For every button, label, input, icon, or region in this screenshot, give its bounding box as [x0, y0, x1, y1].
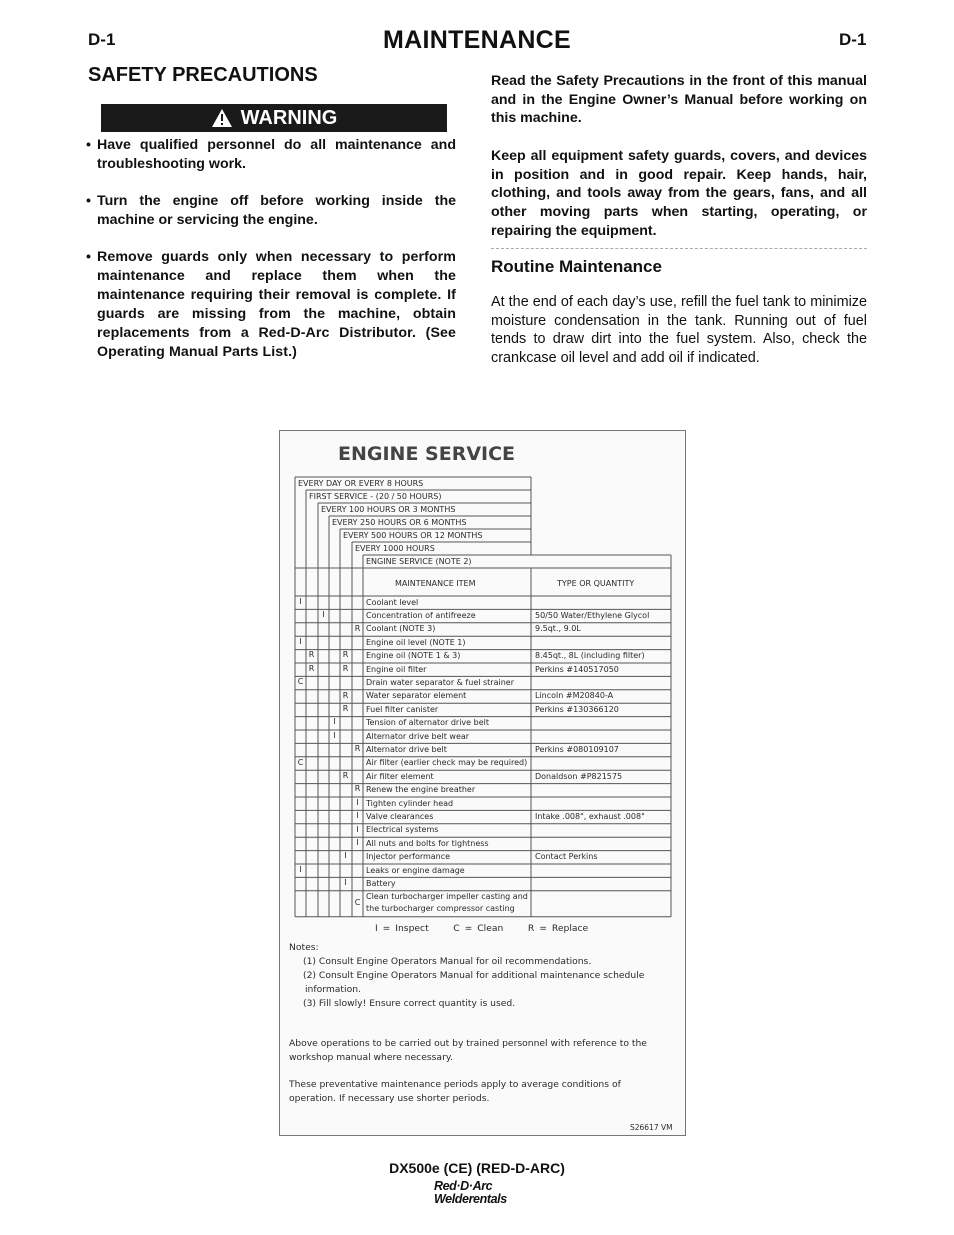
guards-paragraph: Keep all equipment safety guards, covers, and devices in position and in good repair. Keep hands, hair, clothing, and tools away from the gears, fans, and all other moving parts when starting, operating, or repairing the equipment. [491, 148, 867, 239]
warning-triangle-icon [211, 108, 233, 128]
maintenance-item: Valve clearances [366, 811, 434, 821]
interval-mark: I [299, 864, 302, 874]
interval-mark: I [356, 811, 359, 821]
footer-model: DX500e (CE) (RED-D-ARC) [389, 1160, 565, 1176]
red-d-arc-logo [434, 1180, 507, 1205]
interval-header: ENGINE SERVICE (NOTE 2) [366, 557, 472, 566]
interval-mark: I [299, 636, 302, 646]
interval-mark: R [354, 623, 361, 633]
divider [491, 248, 867, 249]
maintenance-item: All nuts and bolts for tightness [366, 838, 489, 848]
interval-mark: I [333, 717, 336, 727]
bullet-item: • Remove guards only when necessary to perform maintenance and replace them when the maintenance requiring their removal is complete. If guards are missing from the machine, obtain replacements from a Red-D-Arc Distributor. (See Operating Manual Parts List.) [86, 249, 456, 360]
interval-header: EVERY 250 HOURS OR 6 MONTHS [332, 518, 467, 527]
interval-mark: C [354, 897, 361, 907]
interval-mark: R [342, 650, 349, 660]
maintenance-item: Fuel filter canister [366, 704, 439, 714]
routine-maintenance-text: At the end of each day’s use, refill the fuel tank to minimize moisture condensation in the tank. Running out of fuel tends to draw dirt into the fuel system. Also, check the crankcase oil level and add oil if indicated. [491, 294, 867, 367]
maintenance-item: Renew the engine breather [366, 785, 476, 795]
interval-mark: R [308, 650, 315, 660]
bullet-item: • Have qualified personnel do all maintenance and troubleshooting work. [86, 137, 456, 172]
column-header-item: MAINTENANCE ITEM [395, 579, 476, 588]
interval-mark: R [354, 744, 361, 754]
type-or-quantity: 8.45qt., 8L (including filter) [535, 651, 645, 661]
interval-mark: R [308, 663, 315, 673]
interval-mark: I [333, 730, 336, 740]
safety-bullets [86, 136, 456, 380]
maintenance-item: Leaks or engine damage [366, 865, 465, 875]
bullet-text: Have qualified personnel do all maintenance and troubleshooting work. [97, 137, 456, 172]
type-or-quantity: Lincoln #M20840-A [535, 691, 614, 701]
interval-mark: I [356, 837, 359, 847]
label-code: S26617 VM [630, 1123, 673, 1132]
engine-service-label [279, 430, 686, 1136]
interval-mark: I [344, 878, 347, 888]
operations-text-2: workshop manual where necessary. [289, 1052, 453, 1063]
page-code-left: D-1 [88, 30, 116, 49]
periods-text-1: These preventative maintenance periods apply to average conditions of [289, 1079, 621, 1090]
maintenance-item: Tighten cylinder head [366, 798, 454, 808]
logo-line-2: Welderentals [434, 1191, 507, 1206]
interval-mark: I [299, 596, 302, 606]
maintenance-item: Alternator drive belt [366, 744, 447, 754]
type-or-quantity: Donaldson #P821575 [535, 771, 623, 781]
type-or-quantity: Intake .008", exhaust .008" [535, 811, 645, 821]
safety-title: SAFETY PRECAUTIONS [88, 64, 318, 86]
type-or-quantity: Contact Perkins [535, 852, 598, 862]
page-title: MAINTENANCE [382, 26, 572, 54]
maintenance-item: Air filter element [366, 771, 434, 781]
maintenance-item: Alternator drive belt wear [366, 731, 470, 741]
page-code-right: D-1 [839, 30, 867, 49]
interval-mark: C [297, 757, 304, 767]
maintenance-item: Battery [366, 878, 396, 888]
interval-header: EVERY 500 HOURS OR 12 MONTHS [343, 531, 483, 540]
note-3: (3) Fill slowly! Ensure correct quantity is used. [303, 998, 516, 1009]
maintenance-item: Water separator element [366, 691, 467, 701]
maintenance-item: Engine oil filter [366, 664, 427, 674]
note-1: (1) Consult Engine Operators Manual for oil recommendations. [303, 956, 592, 967]
routine-maintenance-title: Routine Maintenance [491, 257, 662, 276]
note-2-cont: information. [305, 984, 361, 995]
type-or-quantity: 9.5qt., 9.0L [535, 624, 581, 634]
maintenance-item: Clean turbocharger impeller casting and [366, 892, 528, 902]
interval-header: EVERY 1000 HOURS [355, 544, 435, 553]
interval-mark: I [356, 797, 359, 807]
interval-mark: R [354, 784, 361, 794]
periods-text-2: operation. If necessary use shorter periods. [289, 1093, 490, 1104]
maintenance-item: Engine oil level (NOTE 1) [366, 637, 466, 647]
interval-header: EVERY DAY OR EVERY 8 HOURS [298, 479, 424, 488]
type-or-quantity: 50/50 Water/Ethylene Glycol [535, 610, 650, 620]
column-header-type: TYPE OR QUANTITY [557, 579, 635, 588]
interval-mark: R [342, 663, 349, 673]
warning-label: WARNING [240, 106, 338, 129]
operations-text-1: Above operations to be carried out by trained personnel with reference to the [289, 1038, 647, 1049]
maintenance-item: Coolant level [366, 597, 419, 607]
interval-mark: R [342, 690, 349, 700]
logo-line-1: Red·D·Arc [434, 1179, 493, 1193]
maintenance-item: Coolant (NOTE 3) [366, 624, 436, 634]
interval-mark: I [344, 851, 347, 861]
interval-header: EVERY 100 HOURS OR 3 MONTHS [321, 505, 456, 514]
type-or-quantity: Perkins #080109107 [535, 744, 619, 754]
interval-mark: I [322, 610, 325, 620]
legend: I = Inspect C = Clean R = Replace [375, 923, 589, 934]
interval-mark: R [342, 770, 349, 780]
warning-banner [101, 104, 447, 132]
bullet-item: • Turn the engine off before working inside the machine or servicing the engine. [86, 193, 456, 228]
notes-title: Notes: [289, 942, 319, 953]
bullet-text: Turn the engine off before working inside the machine or servicing the engine. [97, 193, 456, 228]
read-precautions-paragraph: Read the Safety Precautions in the front of this manual and in the Engine Owner’s Manual before working on this machine. [491, 73, 867, 127]
maintenance-item: Drain water separator & fuel strainer [366, 677, 515, 687]
interval-header: FIRST SERVICE - (20 / 50 HOURS) [309, 492, 442, 501]
type-or-quantity: Perkins #140517050 [535, 664, 619, 674]
interval-mark: R [342, 703, 349, 713]
maintenance-item: Air filter (earlier check may be required) [366, 758, 528, 768]
maintenance-item: Engine oil (NOTE 1 & 3) [366, 651, 461, 661]
type-or-quantity: Perkins #130366120 [535, 704, 619, 714]
engine-service-title: ENGINE SERVICE [338, 443, 516, 465]
maintenance-item: Concentration of antifreeze [366, 610, 476, 620]
maintenance-item: Injector performance [366, 852, 451, 862]
maintenance-item: the turbocharger compressor casting [366, 904, 515, 914]
interval-mark: I [356, 824, 359, 834]
maintenance-item: Tension of alternator drive belt [366, 718, 489, 728]
note-2: (2) Consult Engine Operators Manual for additional maintenance schedule [303, 970, 645, 981]
interval-mark: C [297, 677, 304, 687]
maintenance-item: Electrical systems [366, 825, 439, 835]
bullet-text: Remove guards only when necessary to perform maintenance and replace them when the maintenance requiring their removal is complete. If guards are missing from the machine, obtain replacements from a Red-D-Arc Distributor. (See Operating Manual Parts List.) [97, 249, 456, 360]
